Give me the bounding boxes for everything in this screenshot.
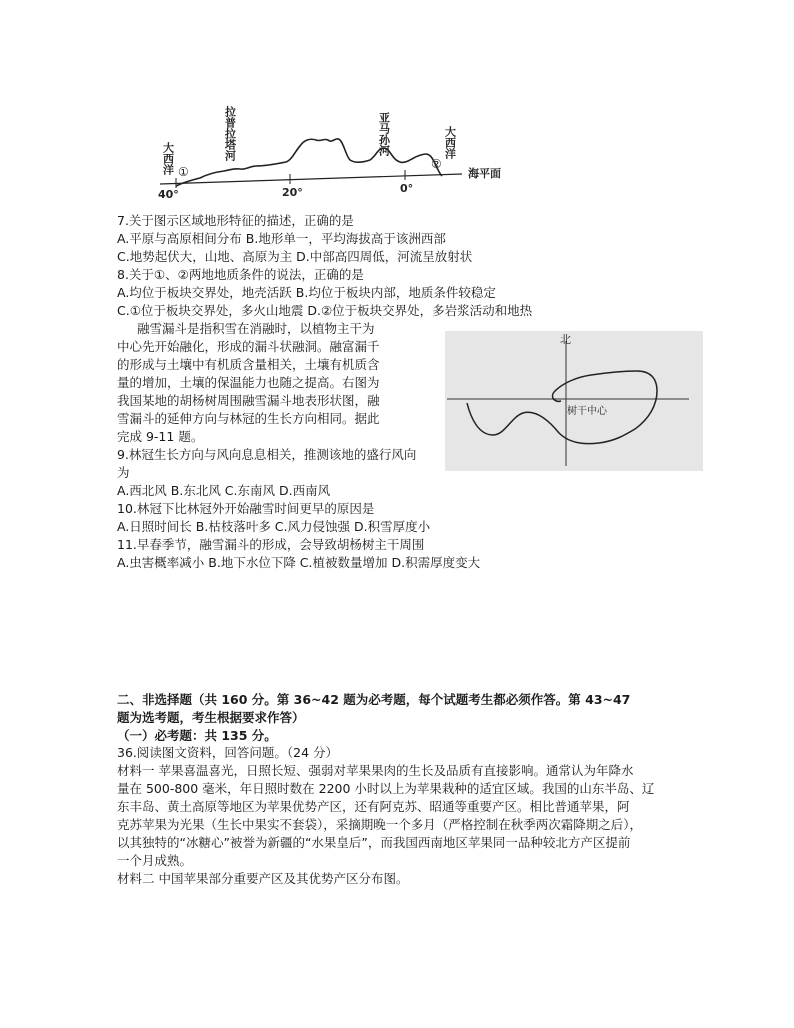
- passage-line: 完成 9-11 题。: [117, 429, 204, 444]
- passage-line: 融雪漏斗是指积雪在消融时，以植物主干为: [137, 321, 375, 336]
- label-lat-20: 20°: [282, 186, 303, 199]
- section-heading-cont: 题为选考题，考生根据要求作答）: [117, 710, 305, 725]
- label-atlantic-left: 大西洋: [161, 142, 175, 175]
- passage-line: 中心先开始融化，形成的漏斗状融洞。融富漏千: [117, 339, 380, 354]
- material1-line: 克苏苹果为光果（生长中果实不套袋），采摘期晚一个多月（严格控制在秋季两次霜降期之后），: [117, 817, 643, 832]
- material1-line: 以其独特的“冰糖心”被誉为新疆的“水果皇后”，而我国西南地区苹果同一品种较北方产区提前: [117, 835, 631, 850]
- section-subheading: （一）必考题：共 135 分。: [117, 728, 277, 743]
- snowmelt-funnel-figure: [445, 331, 703, 471]
- marker-2: ②: [431, 157, 442, 171]
- question-36: 36.阅读图文资料，回答问题。（24 分）: [117, 745, 339, 760]
- label-atlantic-right: 大西洋: [443, 126, 457, 159]
- material1-line: 东丰岛、黄土高原等地区为苹果优势产区，还有阿克苏、昭通等重要产区。相比普通苹果，阿: [117, 799, 630, 814]
- question-line: A.虫害概率减小 B.地下水位下降 C.植被数量增加 D.积需厚度变大: [117, 555, 481, 570]
- passage-line: 的形成与土壤中有机质含量相关，土壤有机质含: [117, 357, 380, 372]
- label-lat-40: 40°: [158, 188, 179, 200]
- label-north: 北: [560, 333, 571, 346]
- label-la-plata: 拉普拉塔河: [223, 106, 237, 161]
- question-line: 8.关于①、②两地地质条件的说法，正确的是: [117, 267, 364, 282]
- section-heading: 二、非选择题（共 160 分。第 36~42 题为必考题，每个试题考生都必须作答。第 43~47: [117, 692, 631, 707]
- material1-line: 量在 500-800 毫米，年日照时数在 2200 小时以上为苹果栽种的适宜区域。我国的山东半岛、辽: [117, 781, 655, 796]
- passage-line: 雪漏斗的延伸方向与林冠的生长方向相同。据此: [117, 411, 380, 426]
- question-line: C.①位于板块交界处，多火山地震 D.②位于板块交界处，多岩浆活动和地热: [117, 303, 533, 318]
- question-line: A.平原与高原相间分布 B.地形单一，平均海拔高于该洲西部: [117, 231, 446, 246]
- marker-1: ①: [178, 165, 189, 179]
- label-trunk-center: 树干中心: [567, 406, 607, 417]
- question-line: A.均位于板块交界处，地壳活跃 B.均位于板块内部，地质条件较稳定: [117, 285, 496, 300]
- question-line: 11.早春季节，融雪漏斗的形成，会导致胡杨树主干周围: [117, 537, 425, 552]
- question-line: A.西北风 B.东北风 C.东南风 D.西南风: [117, 483, 331, 498]
- label-sea-level: 海平面: [468, 167, 501, 180]
- label-lat-0: 0°: [400, 182, 414, 195]
- material1-line: 一个月成熟。: [117, 853, 193, 868]
- question-line: 7.关于图示区域地形特征的描述，正确的是: [117, 213, 354, 228]
- question-line: C.地势起伏大，山地、高原为主 D.中部高四周低，河流呈放射状: [117, 249, 473, 264]
- question-line: A.日照时间长 B.枯枝落叶多 C.风力侵蚀强 D.积雪厚度小: [117, 519, 431, 534]
- passage-line: 我国某地的胡杨树周围融雪漏斗地表形状图，融: [117, 393, 380, 408]
- question-line: 9.林冠生长方向与风向息息相关，推测该地的盛行风向: [117, 447, 417, 462]
- material2-line: 材料二 中国苹果部分重要产区及其优势产区分布图。: [117, 871, 409, 886]
- passage-line: 量的增加，土壤的保温能力也随之提高。右图为: [117, 375, 380, 390]
- label-amazon: 亚马孙河: [377, 112, 391, 156]
- question-line: 为: [117, 465, 130, 480]
- question-line: 10.林冠下比林冠外开始融雪时间更早的原因是: [117, 501, 375, 516]
- material1-line: 材料一 苹果喜温喜光，日照长短、强弱对苹果果肉的生长及品质有直接影响。通常认为年降水: [117, 763, 634, 778]
- terrain-profile-figure: [150, 100, 530, 200]
